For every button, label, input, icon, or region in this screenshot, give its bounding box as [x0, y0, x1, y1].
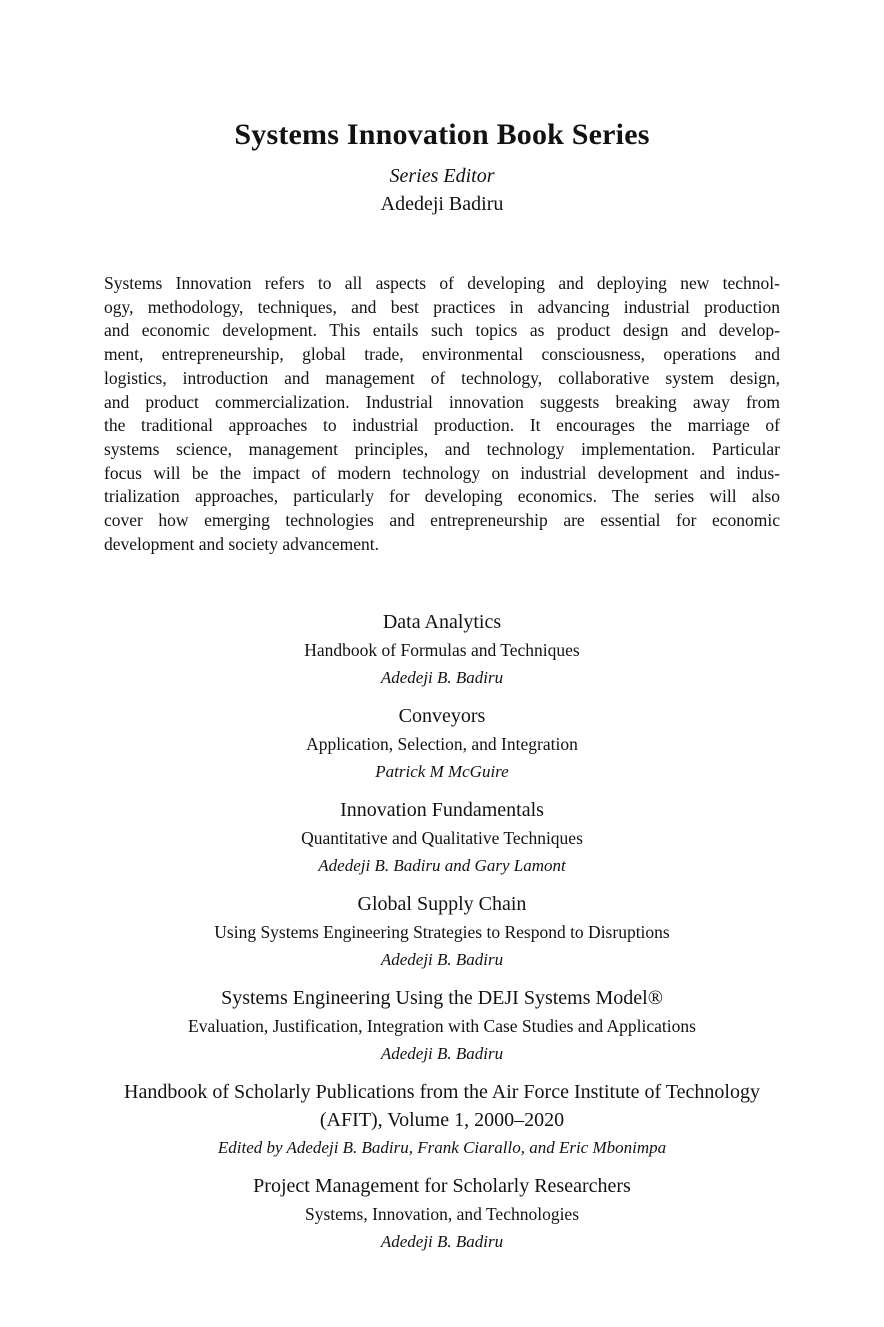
book-author: Adedeji B. Badiru and Gary Lamont [318, 856, 566, 876]
description-line: focus will be the impact of modern technology on industrial development and indus- [104, 462, 780, 483]
book-subtitle: Using Systems Engineering Strategies to Respond to Disruptions [214, 922, 670, 943]
description-line: trialization approaches, particularly for developing economics. The series will also [104, 486, 780, 507]
book-entry [97, 702, 787, 786]
description-line: and product commercialization. Industrial innovation suggests breaking away from [104, 391, 780, 412]
book-author: Adedeji B. Badiru [380, 1232, 504, 1252]
book-entry [97, 1172, 787, 1256]
book-entry [97, 796, 787, 880]
book-title: Conveyors [398, 705, 486, 728]
book-author: Edited by Adedeji B. Badiru, Frank Ciarallo, and Eric Mbonimpa [217, 1138, 667, 1158]
description-line: development and society advancement. [104, 533, 380, 554]
book-title: Innovation Fundamentals [340, 799, 544, 822]
book-entry [97, 890, 787, 974]
description-line: Systems Innovation refers to all aspects of developing and deploying new technol- [104, 273, 780, 293]
book-title: Handbook of Scholarly Publications from the Air Force Institute of Technology (AFIT), Volume 1, 2000–2020 [124, 1081, 760, 1132]
description-line: ogy, methodology, techniques, and best practices in advancing industrial production [104, 296, 780, 317]
description-line: systems science, management principles, and technology implementation. Particular [104, 438, 780, 459]
book-author: Adedeji B. Badiru [380, 668, 504, 688]
book-subtitle: Quantitative and Qualitative Techniques [301, 828, 583, 849]
description-line: and economic development. This entails such topics as product design and develop- [104, 320, 780, 341]
book-list [0, 608, 884, 1256]
book-author: Adedeji B. Badiru [380, 950, 504, 970]
book-title: Data Analytics [382, 611, 502, 634]
book-entry [97, 608, 787, 692]
page-header [0, 0, 884, 218]
series-editor-label: Series Editor [389, 165, 495, 187]
book-title: Global Supply Chain [357, 893, 527, 916]
description-line: cover how emerging technologies and entrepreneurship are essential for economic [104, 510, 780, 531]
book-entry [97, 984, 787, 1068]
series-editor-name: Adedeji Badiru [380, 193, 504, 215]
description-line: logistics, introduction and management of technology, collaborative system design, [104, 367, 780, 388]
book-subtitle: Handbook of Formulas and Techniques [304, 640, 580, 661]
book-author: Patrick M McGuire [375, 762, 509, 782]
series-description [104, 272, 780, 556]
book-entry [97, 1078, 787, 1162]
book-subtitle: Systems, Innovation, and Technologies [304, 1204, 580, 1225]
book-subtitle: Application, Selection, and Integration [306, 734, 578, 755]
series-title: Systems Innovation Book Series [234, 118, 650, 151]
description-line: ment, entrepreneurship, global trade, environmental consciousness, operations and [104, 344, 780, 365]
book-title: Systems Engineering Using the DEJI Systems Model® [221, 987, 663, 1010]
description-line: the traditional approaches to industrial production. It encourages the marriage of [104, 415, 780, 436]
book-author: Adedeji B. Badiru [380, 1044, 504, 1064]
book-subtitle: Evaluation, Justification, Integration with Case Studies and Applications [188, 1016, 696, 1037]
book-title: Project Management for Scholarly Researchers [253, 1175, 631, 1198]
